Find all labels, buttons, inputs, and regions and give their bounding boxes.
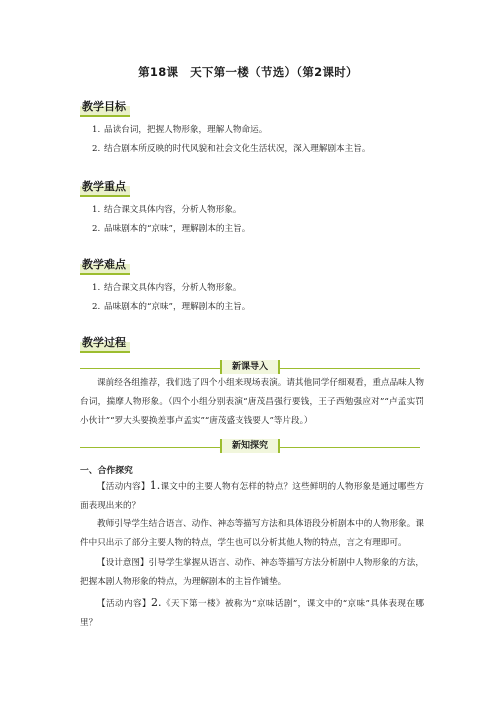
goal-item-1 <box>92 124 267 136</box>
goal-item-text: 品读台词，把握人物形象，理解人物命运。 <box>104 125 268 135</box>
difficulty-item-2 <box>92 301 250 313</box>
design-text: 引导学生掌握从语言、动作、神态等描写方法分析剧中人物形象的方法，把握本剧人物形象的特点，为理解剧本的主旨作铺垫。 <box>80 558 424 587</box>
subheading-cooperative-inquiry: 一、合作探究 <box>80 466 133 476</box>
intro-paragraph: 课前经各组推荐，我们选了四个小组来现场表演。请其他同学仔细观看，重点品味人物台词，揣摩人物形象。（四个小组分别表演“唐茂昌强行要钱，王子西勉强应对”“卢孟实罚小伙计”“罗大头要换差事卢孟实”“唐茂盛支钱要人”等片段。） <box>80 378 424 426</box>
banner-intro-label: 新课导入 <box>220 360 280 374</box>
activity-tag: 【活动内容】 <box>97 482 150 492</box>
difficulty-item-text: 品味剧本的“京味”，理解剧本的主旨。 <box>104 302 251 312</box>
difficulty-item-1 <box>92 282 242 294</box>
section-heading-key-points: 教学重点 <box>80 178 130 196</box>
banner-intro <box>80 361 420 375</box>
key-item-text: 品味剧本的“京味”，理解剧本的主旨。 <box>104 224 251 234</box>
section-heading-process: 教学过程 <box>80 334 130 352</box>
activity-text: 《天下第一楼》被称为“京味话剧”，课文中的“京味”具体表现在哪里？ <box>80 599 424 628</box>
key-item-1 <box>92 204 242 216</box>
goal-item-number: 1. <box>92 125 101 135</box>
activity-text: 课文中的主要人物有怎样的特点？这些鲜明的人物形象是通过哪些方面表现出来的？ <box>80 482 424 511</box>
section-heading-difficulties: 教学难点 <box>80 256 130 274</box>
section-heading-goals: 教学目标 <box>80 98 130 116</box>
banner-new-knowledge-label: 新知探究 <box>220 439 280 453</box>
page-title: 第18课 天下第一楼（节选）（第2课时） <box>138 65 358 79</box>
activity-2-paragraph <box>80 593 424 633</box>
goal-item-text: 结合剧本所反映的时代风貌和社会文化生活状况，深入理解剧本主旨。 <box>104 144 371 154</box>
design-tag: 【设计意图】 <box>97 558 149 568</box>
goal-item-number: 2. <box>92 144 101 154</box>
design-intent-paragraph <box>80 554 424 592</box>
difficulty-item-number: 2. <box>92 302 101 312</box>
key-item-number: 2. <box>92 224 101 234</box>
banner-new-knowledge <box>80 440 420 454</box>
difficulty-item-number: 1. <box>92 283 101 293</box>
activity-1-paragraph <box>80 476 424 516</box>
activity-number: 1. <box>149 479 161 492</box>
activity-number: 2. <box>151 596 162 609</box>
difficulty-item-text: 结合课文具体内容，分析人物形象。 <box>104 283 242 293</box>
key-item-text: 结合课文具体内容，分析人物形象。 <box>104 205 242 215</box>
goal-item-2 <box>92 143 370 155</box>
key-item-number: 1. <box>92 205 101 215</box>
key-item-2 <box>92 223 250 235</box>
activity-tag: 【活动内容】 <box>97 599 152 609</box>
activity-1-answer: 教师引导学生结合语言、动作、神态等描写方法和具体语段分析剧本中的人物形象。课件中只出示了部分主要人物的特点，学生也可以分析其他人物的特点，言之有理即可。 <box>80 519 424 548</box>
